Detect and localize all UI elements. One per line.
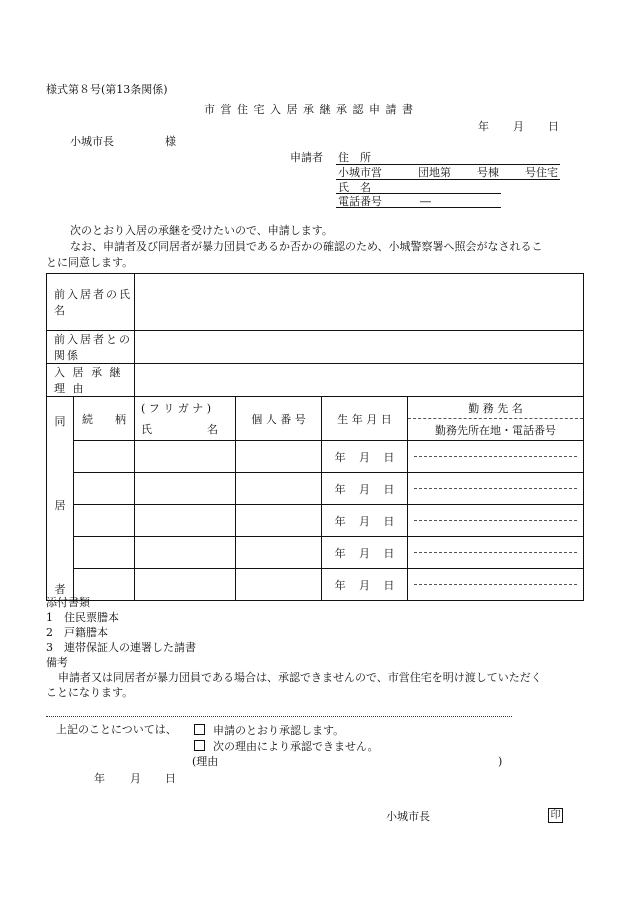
cohab-name-cell[interactable] bbox=[135, 473, 236, 505]
approval-lead: 上記のことについては、 bbox=[56, 723, 177, 736]
reason-field[interactable] bbox=[135, 364, 584, 397]
col-work-header: 勤 務 先 名 bbox=[408, 397, 584, 419]
cohabitant-label bbox=[47, 397, 74, 601]
reason-open: (理由 bbox=[192, 755, 219, 768]
cohab-char-2: 居 bbox=[54, 499, 66, 512]
approval-date-day: 日 bbox=[165, 772, 176, 785]
cohab-id-cell[interactable] bbox=[236, 473, 322, 505]
approve-checkbox[interactable] bbox=[194, 724, 205, 735]
prev-resident-name-field[interactable] bbox=[135, 274, 584, 331]
cohab-birth-cell[interactable]: 年 月 日 bbox=[322, 505, 408, 537]
date-year: 年 bbox=[478, 120, 489, 133]
cohab-birth-cell[interactable]: 年 月 日 bbox=[322, 569, 408, 601]
cohab-work-cell[interactable] bbox=[408, 473, 584, 505]
col-id-header: 個 人 番 号 bbox=[236, 397, 322, 441]
cohab-work-cell[interactable] bbox=[408, 441, 584, 473]
col-furigana-header: ( フ リ ガ ナ ) bbox=[135, 397, 236, 419]
reject-checkbox[interactable] bbox=[194, 740, 205, 751]
attachment-item: 2 戸籍謄本 bbox=[46, 626, 108, 639]
intro-line-2: なお、申請者及び同居者が暴力団員であるか否かの確認のため、小城警察署へ照会がなされるこ bbox=[70, 240, 543, 253]
cohab-work-cell[interactable] bbox=[408, 505, 584, 537]
intro-line-3: とに同意します。 bbox=[46, 256, 134, 269]
name-label: 氏 名 bbox=[338, 181, 371, 194]
reject-option-label: 次の理由により承認できません。 bbox=[213, 740, 379, 753]
cut-line bbox=[46, 716, 512, 717]
relation-field[interactable] bbox=[135, 331, 584, 364]
cohab-birth-cell[interactable]: 年 月 日 bbox=[322, 473, 408, 505]
danchi-label: 団地第 bbox=[418, 166, 451, 179]
name-underline bbox=[336, 193, 501, 194]
date-month: 月 bbox=[513, 120, 524, 133]
col-work-addr-header: 勤務先所在地・電話番号 bbox=[408, 419, 584, 441]
cohab-birth-cell[interactable]: 年 月 日 bbox=[322, 441, 408, 473]
prev-resident-name-label: 前入居者の氏名 bbox=[47, 274, 135, 331]
col-relation-header: 続 柄 bbox=[74, 397, 135, 441]
remarks-line-2: ことになります。 bbox=[46, 686, 134, 699]
address-underline bbox=[336, 164, 560, 165]
tou-label: 号棟 bbox=[477, 166, 499, 179]
cohab-id-cell[interactable] bbox=[236, 569, 322, 601]
cohab-name-cell[interactable] bbox=[135, 441, 236, 473]
cohab-relation-cell[interactable] bbox=[74, 537, 135, 569]
cohab-id-cell[interactable] bbox=[236, 441, 322, 473]
housing-prefix: 小城市営 bbox=[338, 166, 382, 179]
cohab-relation-cell[interactable] bbox=[74, 441, 135, 473]
succession-table bbox=[46, 273, 584, 601]
phone-dash: ― bbox=[420, 195, 431, 208]
approval-date-year: 年 bbox=[94, 772, 105, 785]
approve-option-label: 申請のとおり承認します。 bbox=[213, 724, 345, 737]
form-number: 様式第８号(第13条関係) bbox=[46, 83, 168, 96]
remarks-heading: 備考 bbox=[46, 656, 68, 669]
cohab-name-cell[interactable] bbox=[135, 569, 236, 601]
reject-option[interactable] bbox=[194, 740, 379, 752]
seal-icon: 印 bbox=[548, 808, 563, 823]
remarks-line-1: 申請者又は同居者が暴力団員である場合は、承認できませんので、市営住宅を明け渡していただく bbox=[58, 671, 542, 684]
address-label: 住 所 bbox=[338, 151, 371, 164]
cohab-work-cell[interactable] bbox=[408, 569, 584, 601]
intro-line-1: 次のとおり入居の承継を受けたいので、申請します。 bbox=[70, 224, 333, 237]
cohab-birth-cell[interactable]: 年 月 日 bbox=[322, 537, 408, 569]
cohab-work-cell[interactable] bbox=[408, 537, 584, 569]
housing-underline bbox=[336, 179, 560, 180]
col-name-header: 氏 名 bbox=[135, 419, 236, 441]
addressee-suffix: 様 bbox=[165, 135, 176, 148]
date-day: 日 bbox=[548, 120, 559, 133]
cohab-id-cell[interactable] bbox=[236, 537, 322, 569]
cohab-name-cell[interactable] bbox=[135, 537, 236, 569]
jutaku-label: 号住宅 bbox=[525, 166, 558, 179]
approve-option[interactable] bbox=[194, 724, 344, 736]
cohab-char-1: 同 bbox=[54, 415, 66, 428]
approval-date-month: 月 bbox=[130, 772, 141, 785]
phone-underline bbox=[336, 207, 501, 208]
attachment-item: 1 住民票謄本 bbox=[46, 611, 119, 624]
relation-label: 前入居者との関係 bbox=[47, 331, 135, 364]
cohab-name-cell[interactable] bbox=[135, 505, 236, 537]
reason-close: ) bbox=[498, 755, 503, 768]
attachment-item: 3 連帯保証人の連署した請書 bbox=[46, 641, 196, 654]
addressee: 小城市長 bbox=[70, 135, 114, 148]
page-title: 市 営 住 宅 入 居 承 継 承 認 申 請 書 bbox=[204, 103, 414, 116]
cohab-char-3: 者 bbox=[54, 583, 66, 596]
attachments-heading: 添付書類 bbox=[46, 596, 90, 609]
cohab-relation-cell[interactable] bbox=[74, 505, 135, 537]
col-birth-header: 生 年 月 日 bbox=[322, 397, 408, 441]
reason-label: 入 居 承 継 理 由 bbox=[47, 364, 135, 397]
phone-label: 電話番号 bbox=[338, 195, 382, 208]
applicant-label: 申請者 bbox=[290, 151, 323, 164]
mayor-label: 小城市長 bbox=[386, 810, 430, 823]
cohab-relation-cell[interactable] bbox=[74, 473, 135, 505]
cohab-id-cell[interactable] bbox=[236, 505, 322, 537]
